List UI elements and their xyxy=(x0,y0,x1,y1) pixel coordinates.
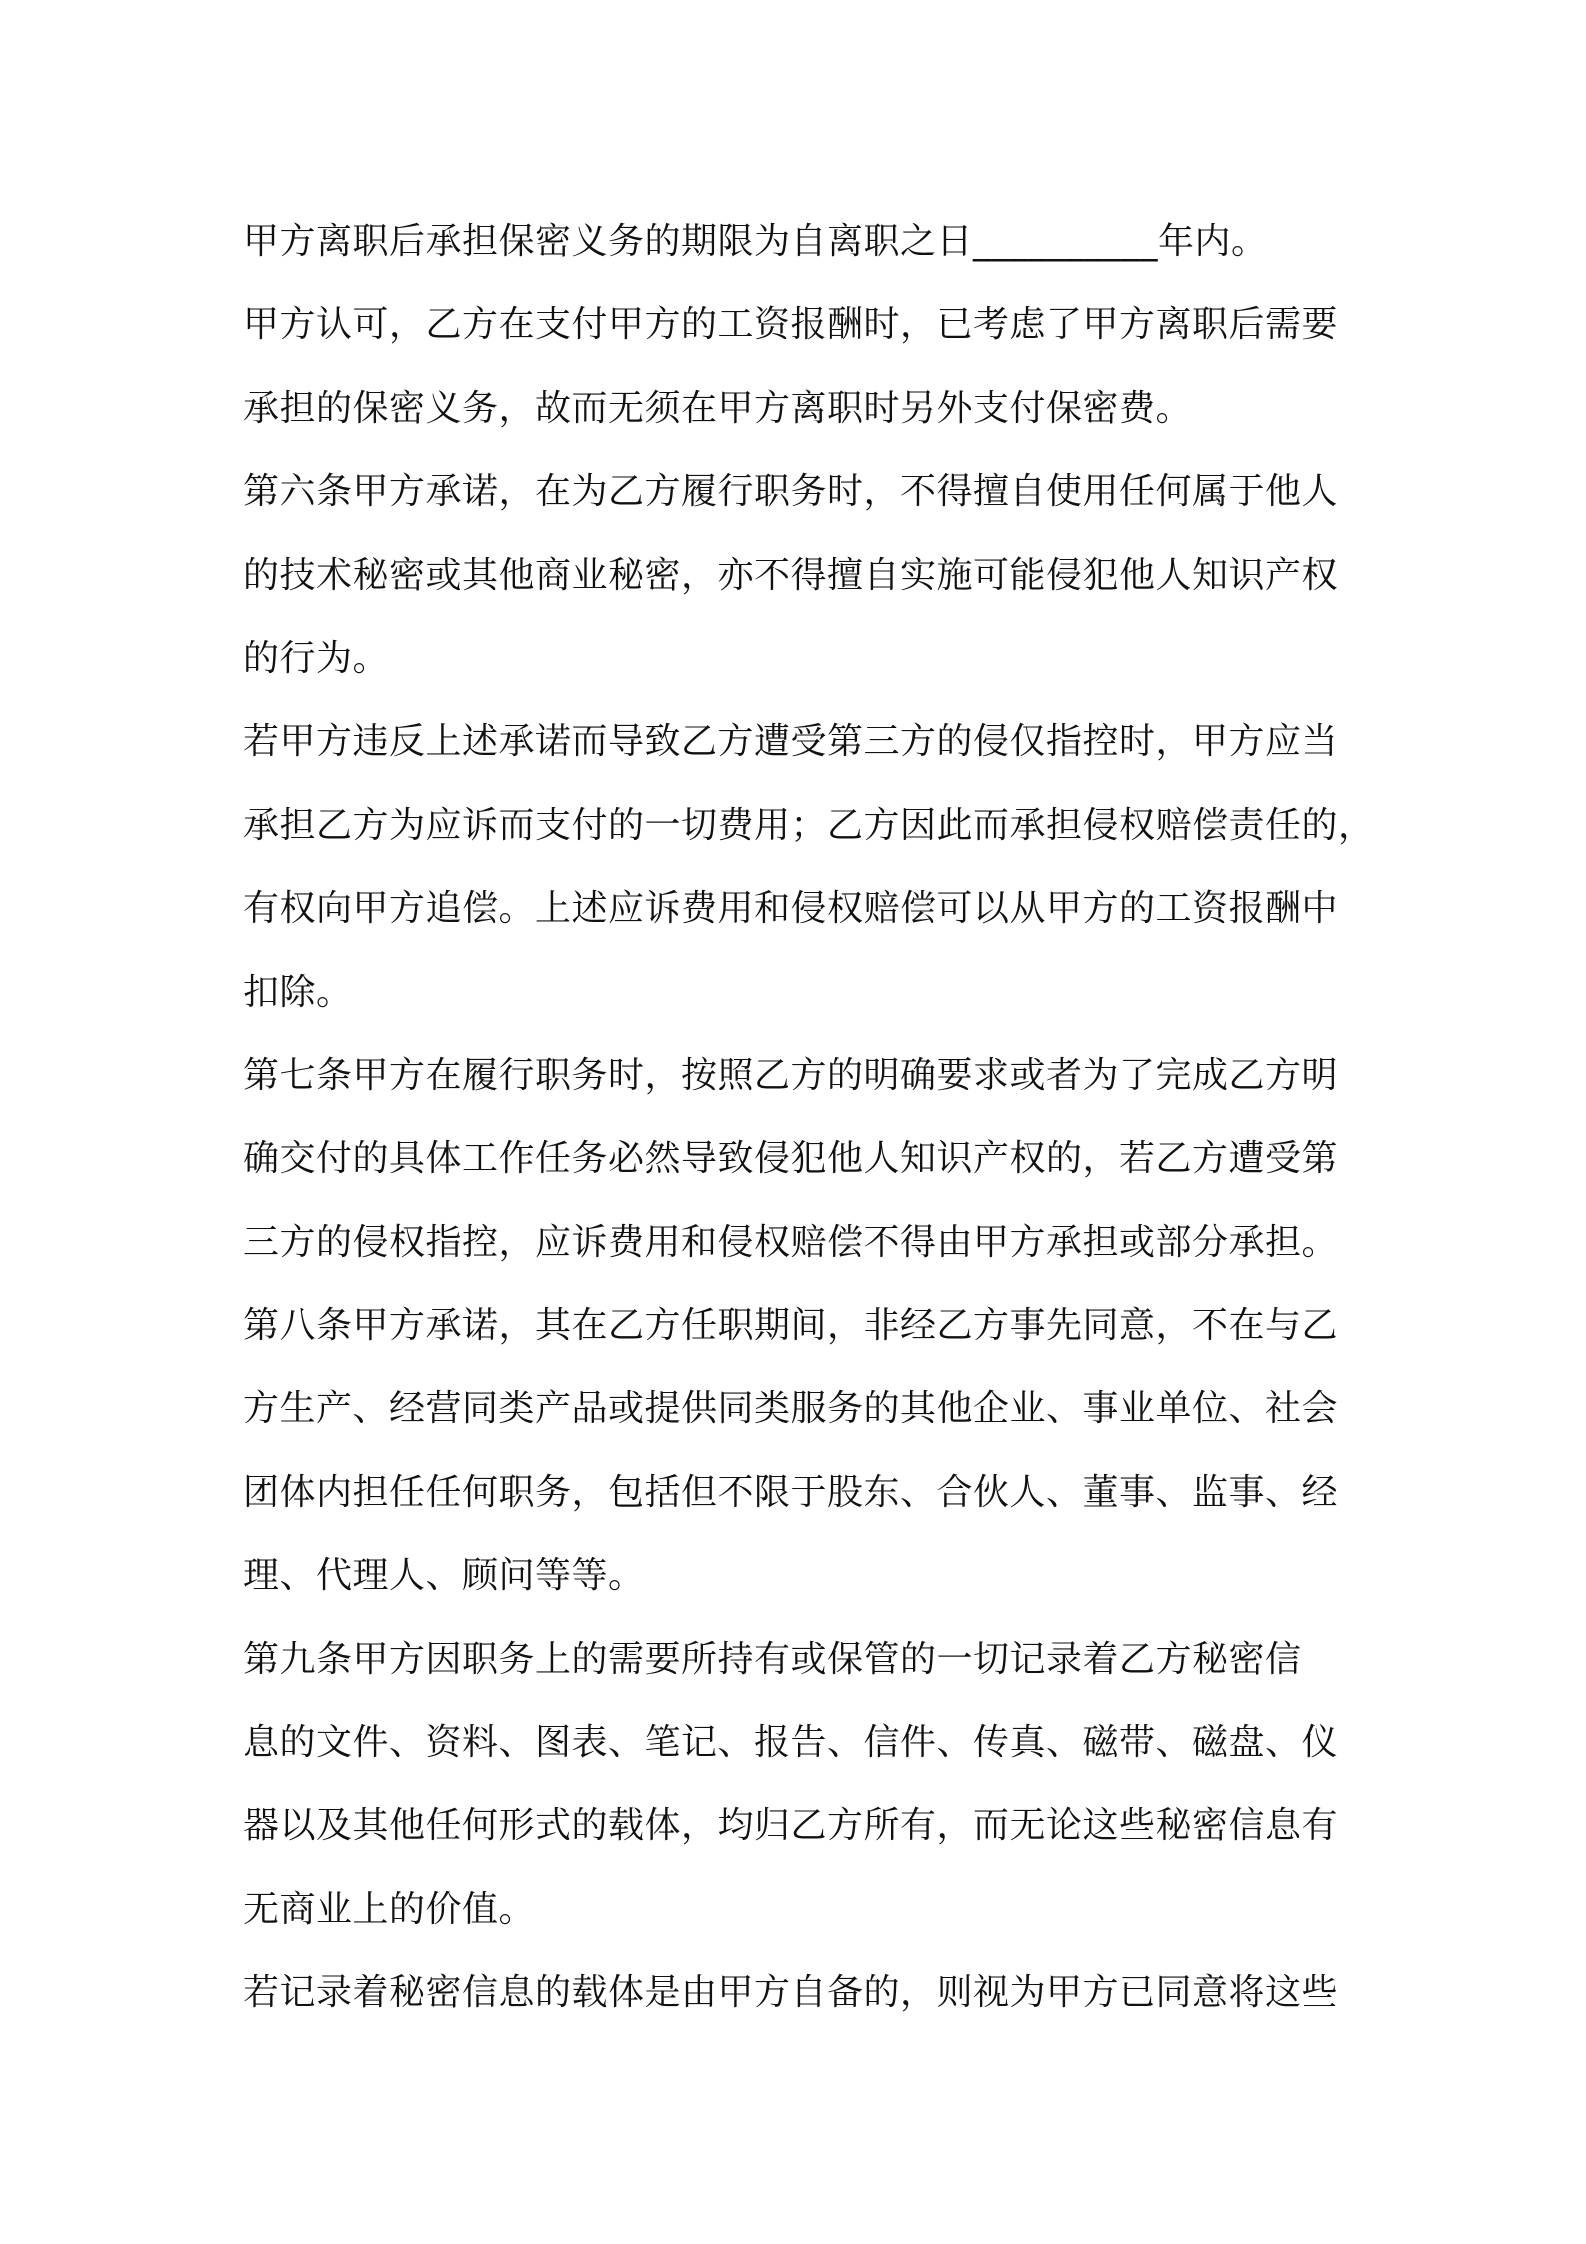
text-line: 若甲方违反上述承诺而导致乙方遭受第三方的侵仅指控时，甲方应当 xyxy=(243,721,1339,763)
text-line: 团体内担任任何职务，包括但不限于股东、合伙人、董事、监事、经 xyxy=(243,1471,1339,1513)
text-line: 方生产、经营同类产品或提供同类服务的其他企业、事业单位、社会 xyxy=(243,1388,1339,1430)
text-line: 承担的保密义务，故而无须在甲方离职时另外支付保密费。 xyxy=(243,387,1193,429)
text-line: 三方的侵权指控，应诉费用和侵权赔偿不得由甲方承担或部分承担。 xyxy=(243,1221,1339,1263)
text-line: 第七条甲方在履行职务时，按照乙方的明确要求或者为了完成乙方明 xyxy=(243,1054,1339,1096)
text-line: 的技术秘密或其他商业秘密，亦不得擅自实施可能侵犯他人知识产权 xyxy=(243,554,1339,596)
text-line: 的行为。 xyxy=(243,637,390,679)
text-line: 无商业上的价值。 xyxy=(243,1888,536,1930)
text-line: 甲方认可，乙方在支付甲方的工资报酬时，已考虑了甲方离职后需要 xyxy=(243,304,1339,346)
text-line: 有权向甲方追偿。上述应诉费用和侵权赔偿可以从甲方的工资报酬中 xyxy=(243,888,1339,930)
text-line: 第八条甲方承诺，其在乙方任职期间，非经乙方事先同意，不在与乙 xyxy=(243,1305,1339,1347)
document-body xyxy=(243,200,1375,2035)
text-line: 理、代理人、顾问等等。 xyxy=(243,1555,645,1597)
text-line: 第六条甲方承诺，在为乙方履行职务时，不得擅自使用任何属于他人 xyxy=(243,471,1339,513)
text-line: 甲方离职后承担保密义务的期限为自离职之日__________年内。 xyxy=(243,221,1268,262)
text-line: 确交付的具体工作任务必然导致侵犯他人知识产权的，若乙方遭受第 xyxy=(243,1138,1339,1180)
text-line: 承担乙方为应诉而支付的一切费用；乙方因此而承担侵权赔偿责任的， xyxy=(243,804,1375,846)
text-line: 器以及其他任何形式的载体，均归乙方所有，而无论这些秘密信息有 xyxy=(243,1805,1339,1847)
text-line: 扣除。 xyxy=(243,971,353,1013)
text-line: 若记录着秘密信息的载体是由甲方自备的，则视为甲方已同意将这些 xyxy=(243,1972,1339,2014)
text-line: 息的文件、资料、图表、笔记、报告、信件、传真、磁带、磁盘、仪 xyxy=(243,1722,1339,1764)
text-line: 第九条甲方因职务上的需要所持有或保管的一切记录着乙方秘密信 xyxy=(243,1638,1302,1680)
